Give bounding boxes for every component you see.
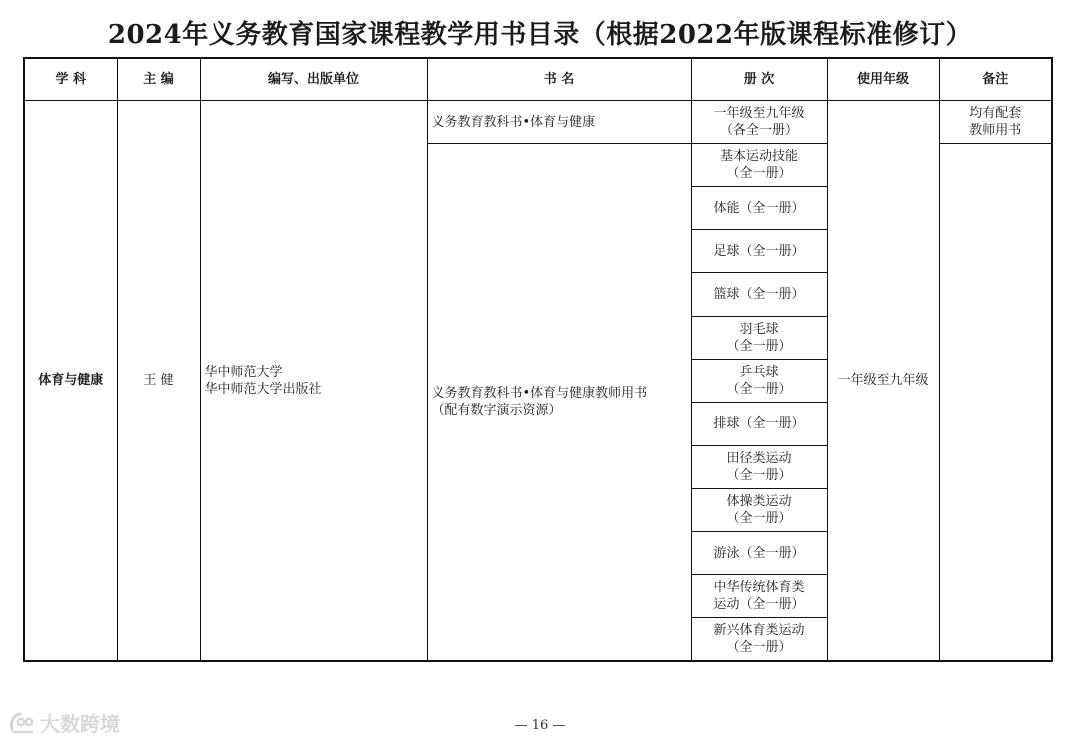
volume-cell <box>691 187 827 230</box>
volume-line: 乒乓球 <box>739 364 779 380</box>
volume-line: 游泳（全一册） <box>713 545 805 561</box>
watermark <box>8 708 120 737</box>
volume-cell <box>691 230 827 273</box>
header-volume: 册 次 <box>691 58 827 101</box>
volume-cell <box>691 575 827 618</box>
volume-line: （全一册） <box>726 338 792 354</box>
teacher-book-name-line: 义务教育教科书•体育与健康教师用书 <box>431 386 648 402</box>
volume-line: 运动（全一册） <box>713 597 805 613</box>
volume-line: （全一册） <box>726 467 792 483</box>
volume-line: 基本运动技能 <box>719 149 798 165</box>
header-remark: 备注 <box>939 58 1052 101</box>
document-title: 2024年义务教育国家课程教学用书目录（根据2022年版课程标准修订） <box>107 20 973 50</box>
subject-cell: 体育与健康 <box>24 101 117 662</box>
remark-cell <box>939 101 1052 144</box>
textbook-volume-cell <box>691 101 827 144</box>
editor-cell: 王 健 <box>117 101 200 662</box>
page-number: — 16 — <box>514 718 566 733</box>
volume-line: 中华传统体育类 <box>713 580 805 596</box>
header-editor: 主 编 <box>117 58 200 101</box>
volume-line: （各全一册） <box>719 123 798 139</box>
volume-line: 体操类运动 <box>726 494 792 510</box>
volume-cell <box>691 402 827 445</box>
volume-line: 足球（全一册） <box>713 243 805 259</box>
volume-line: （全一册） <box>726 640 792 656</box>
volume-line: （全一册） <box>726 166 792 182</box>
volume-line: 体能（全一册） <box>713 200 805 216</box>
volume-line: 新兴体育类运动 <box>713 623 805 639</box>
volume-line: 排球（全一册） <box>713 416 805 432</box>
publisher-line: 华中师范大学出版社 <box>204 381 322 397</box>
volume-cell <box>691 359 827 402</box>
watermark-text: 大数跨境 <box>40 712 120 736</box>
remark-line: 均有配套 <box>969 106 1022 122</box>
volume-cell <box>691 532 827 575</box>
volume-line: 田径类运动 <box>726 450 792 466</box>
publisher-cell <box>200 101 427 662</box>
remark-empty-cell <box>939 144 1052 661</box>
volume-cell <box>691 445 827 488</box>
header-book-name: 书 名 <box>427 58 691 101</box>
volume-cell <box>691 618 827 661</box>
volume-line: 篮球（全一册） <box>713 286 805 302</box>
grade-cell: 一年级至九年级 <box>827 101 939 662</box>
volume-cell <box>691 144 827 187</box>
brand-logo-icon <box>8 710 36 736</box>
volume-line: 羽毛球 <box>739 321 779 337</box>
volume-cell <box>691 316 827 359</box>
teacher-book-name-line: （配有数字演示资源） <box>431 403 562 419</box>
header-publisher: 编写、出版单位 <box>200 58 427 101</box>
volume-cell <box>691 488 827 531</box>
remark-line: 教师用书 <box>969 123 1022 139</box>
volume-line: （全一册） <box>726 511 792 527</box>
publisher-line: 华中师范大学 <box>204 364 283 380</box>
volume-cell <box>691 273 827 316</box>
catalog-table <box>23 57 1053 662</box>
volume-line: （全一册） <box>726 381 792 397</box>
volume-line: 一年级至九年级 <box>713 106 805 122</box>
header-row <box>24 58 1052 101</box>
header-grade: 使用年级 <box>827 58 939 101</box>
textbook-name-cell: 义务教育教科书•体育与健康 <box>427 101 691 144</box>
table-row <box>24 101 1052 144</box>
teacher-book-name-cell <box>427 144 691 661</box>
header-subject: 学 科 <box>24 58 117 101</box>
